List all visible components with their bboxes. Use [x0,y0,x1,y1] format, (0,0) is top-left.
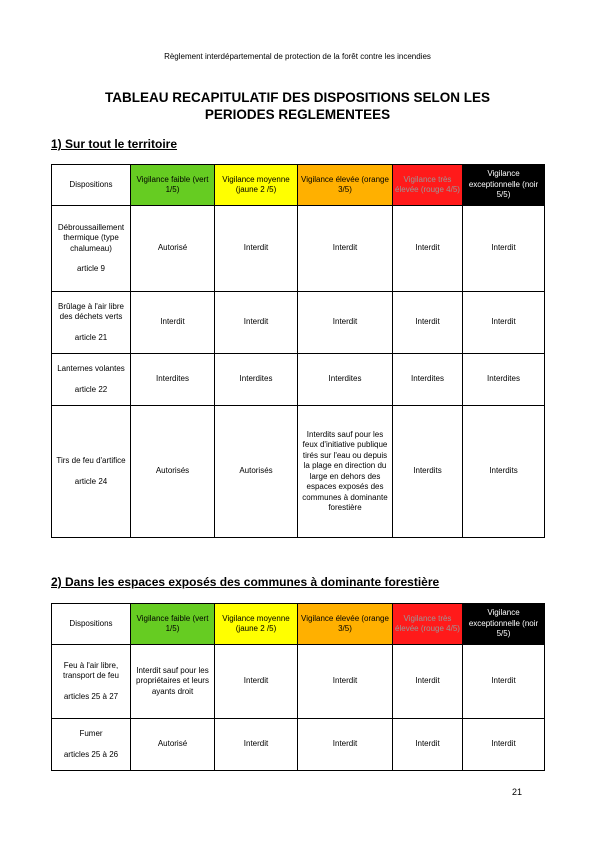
row-label-cell [52,645,131,719]
table-cell: Interdit [215,292,298,354]
table-cell: Interdit [393,645,463,719]
table-row [52,354,545,406]
row-article: article 22 [74,384,108,394]
table-cell: Interdits [463,406,545,538]
table-header-row [52,604,545,645]
table-row [52,719,545,771]
forest-communes-rules-table [51,603,545,771]
row-label: Brûlage à l'air libre des déchets verts [57,301,124,322]
table-cell: Autorisés [215,406,298,538]
table-cell: Interdit [215,206,298,292]
header-vigilance-exceptionnelle: Vigilance exceptionnelle (noir 5/5) [463,165,545,206]
header-vigilance-faible: Vigilance faible (vert 1/5) [131,165,215,206]
table-cell: Interdit [393,206,463,292]
table-cell: Interdit [215,645,298,719]
table-cell: Interdit sauf pour les propriétaires et leurs ayants droit [131,645,215,719]
table-cell: Interdites [393,354,463,406]
table-cell: Interdites [463,354,545,406]
title-line-1: TABLEAU RECAPITULATIF DES DISPOSITIONS SELON LES [104,90,491,105]
row-label-cell [52,719,131,771]
table-cell: Interdit [463,206,545,292]
table-cell: Interdits [393,406,463,538]
table-row [52,645,545,719]
header-vigilance-tres-elevee: Vigilance très élevée (rouge 4/5) [393,165,463,206]
table-cell: Interdit [131,292,215,354]
table-header-row [52,165,545,206]
table-cell: Autorisé [131,719,215,771]
header-vigilance-moyenne: Vigilance moyenne (jaune 2 /5) [215,604,298,645]
header-vigilance-moyenne: Vigilance moyenne (jaune 2 /5) [215,165,298,206]
table-cell: Interdit [463,645,545,719]
header-vigilance-exceptionnelle: Vigilance exceptionnelle (noir 5/5) [463,604,545,645]
table-cell: Autorisé [131,206,215,292]
row-label: Tirs de feu d'artifice [56,456,126,465]
table-cell: Interdit [298,206,393,292]
table-cell: Interdites [298,354,393,406]
table-cell: Interdit [215,719,298,771]
table-cell: Interdits sauf pour les feux d'initiative publique tirés sur l'eau ou depuis la plage en direction du large en dehors des espaces exposés des communes à dominante forestière [298,406,393,538]
table-cell: Interdit [393,719,463,771]
table-cell: Interdit [298,645,393,719]
row-label-cell [52,406,131,538]
table-row [52,406,545,538]
table-cell: Interdit [463,292,545,354]
table-cell: Interdites [131,354,215,406]
territory-rules-table [51,164,545,538]
header-dispositions: Dispositions [52,604,131,645]
table-cell: Interdit [393,292,463,354]
page-number: 21 [512,787,523,797]
table-cell: Interdites [215,354,298,406]
table-cell: Interdit [463,719,545,771]
row-article: article 9 [76,264,105,273]
row-label: Débroussaillement thermique (type chalumeau) [57,222,125,253]
row-article: articles 25 à 27 [63,691,119,701]
row-label-cell [52,206,131,292]
row-article: articles 25 à 26 [63,749,119,759]
table-row [52,292,545,354]
header-dispositions: Dispositions [52,165,131,206]
table-row [52,206,545,292]
row-label-cell [52,292,131,354]
row-label-cell [52,354,131,406]
section-1-title: 1) Sur tout le territoire [51,137,178,151]
row-label: Lanternes volantes [57,364,125,373]
table-cell: Interdit [298,719,393,771]
running-header: Règlement interdépartemental de protection de la forêt contre les incendies [164,52,431,61]
table-cell: Interdit [298,292,393,354]
row-article: article 21 [74,332,108,342]
row-label: Feu à l'air libre, transport de feu [62,660,120,681]
header-vigilance-tres-elevee: Vigilance très élevée (rouge 4/5) [393,604,463,645]
row-article: article 24 [74,476,108,486]
section-2-title: 2) Dans les espaces exposés des communes à dominante forestière [51,575,440,589]
document-title [60,89,535,123]
title-line-2: PERIODES REGLEMENTEES [204,107,391,122]
table-cell: Autorisés [131,406,215,538]
row-label: Fumer [79,729,103,738]
header-vigilance-elevee: Vigilance élevée (orange 3/5) [298,604,393,645]
header-vigilance-faible: Vigilance faible (vert 1/5) [131,604,215,645]
header-vigilance-elevee: Vigilance élevée (orange 3/5) [298,165,393,206]
